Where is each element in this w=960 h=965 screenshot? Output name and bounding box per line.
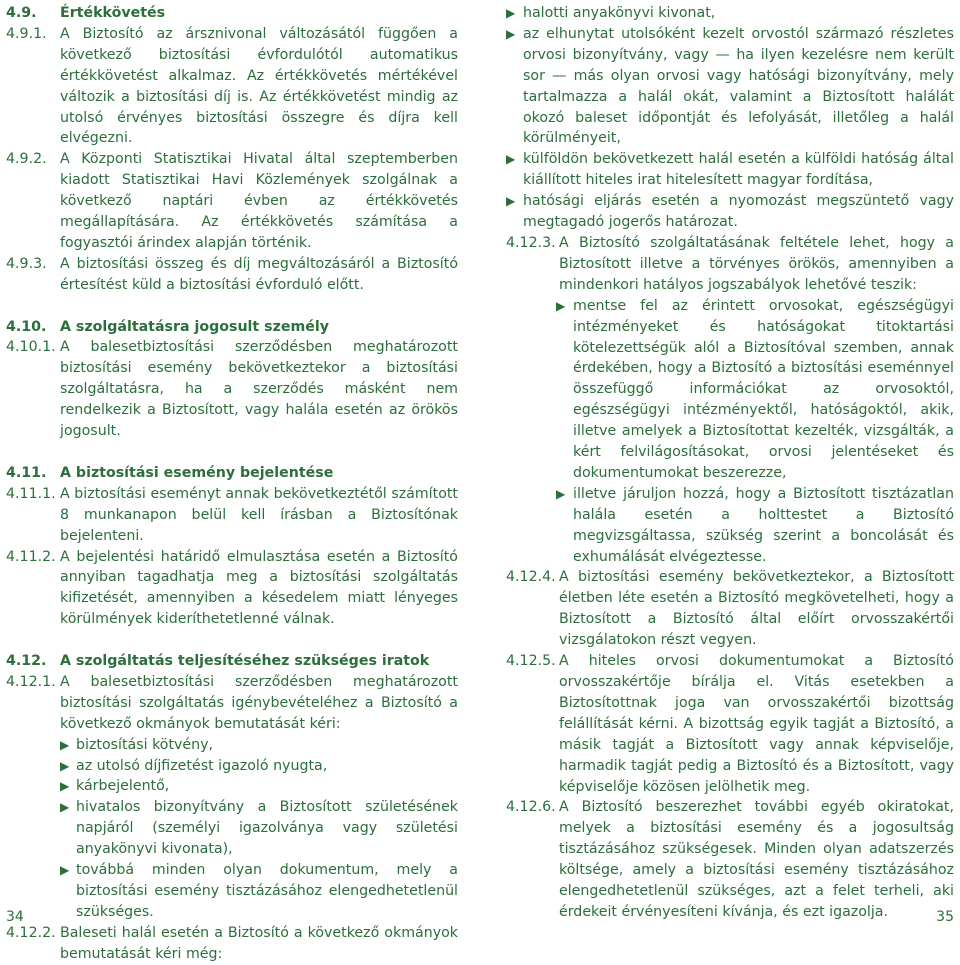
paragraph-number: 4.9.2. [6,151,47,168]
paragraph [6,254,458,296]
paragraph-text: A Biztosító szolgáltatásának feltétele lehet, hogy a Biztosított illetve a törvényes örökös, amennyiben a mindenkori hatályos jogszabályok lehetővé teszik: [559,234,954,293]
section-heading [6,651,458,672]
paragraph-number: 4.11.2. [6,548,56,565]
paragraph-text: A biztosítási eseményt annak bekövetkeztétől számított 8 munkanapon belül kell írásban a Biztosítónak bejelenteni. [60,485,458,544]
list-item [556,484,954,568]
section-heading [6,317,458,338]
paragraph-number: 4.9.3. [6,255,47,272]
paragraph [6,672,458,735]
paragraph-number: 4.12.1. [6,673,56,690]
paragraph [6,547,458,631]
paragraph-number: 4.12.5. [506,653,556,670]
list-item [506,149,954,191]
list-item [60,776,458,797]
paragraph [6,149,458,254]
section-heading [6,463,458,484]
left-column [6,3,458,965]
paragraph-number: 4.9.1. [6,25,47,42]
triangle-right-icon: ▶ [60,800,70,815]
paragraph-text: A bejelentési határidő elmulasztása esetén a Biztosító annyiban tagadhatja meg a biztosítási szolgáltatás kifizetését, amennyiben a késedelem miatt lényeges körülmények kideríthetetlenné válnak. [60,548,458,628]
section-title: A szolgáltatásra jogosult személy [60,318,329,335]
paragraph [6,337,458,442]
section-title: Értékkövetés [60,5,166,21]
paragraph [506,651,954,797]
list-item [506,3,954,24]
list-item [556,296,954,484]
section-title: A biztosítási esemény bejelentése [60,464,334,481]
paragraph-text: A Biztosító beszerezhet további egyéb okiratokat, melyek a biztosítási esemény és a jogosultság tisztázásához szükségesek. Minden olyan adatszerzés költsége, amely a biztosítási esemény tisztázásához elengedhetetlenül szükséges, azt a felet terheli, aki érdekeit érvényesíteni kívánja, és ezt igazolja. [559,799,954,920]
triangle-right-icon: ▶ [506,152,516,167]
triangle-right-icon: ▶ [556,298,566,313]
paragraph-text: Baleseti halál esetén a Biztosító a következő okmányok bemutatását kéri még: [60,924,458,962]
list-item-text: biztosítási kötvény, [76,736,214,753]
paragraph-text: A hiteles orvosi dokumentumokat a Biztosító orvosszakértője bírálja el. Vitás esetekben a Biztosítottnak joga van orvosszakértői bizottság felállítását kérni. A bizottság egyik tagját a Biztosító, a másik tagját a Biztosított vagy annak képviselője, harmadik tagját pedig a Biztosító és a Biztosított, vagy képviselője közösen jelölhetik meg. [559,653,954,795]
section-number: 4.9. [6,5,37,21]
paragraph [506,567,954,651]
paragraph [6,24,458,149]
paragraph-number: 4.11.1. [6,485,56,502]
list-item-text: továbbá minden olyan dokumentum, mely a biztosítási esemény tisztázásához elengedhetetlenül szükséges. [76,862,458,920]
page-number-right: 35 [936,909,954,925]
right-column [506,3,954,923]
list-item-text: külföldön bekövetkezett halál esetén a külföldi hatóság által kiállított hiteles irat hitelesített magyar fordítása, [523,151,954,189]
list-item-text: hatósági eljárás esetén a nyomozást megszüntető vagy megtagadó jogerős határozat. [523,193,954,231]
paragraph-number: 4.12.4. [506,569,556,586]
triangle-right-icon: ▶ [556,486,566,501]
section-number: 4.12. [6,653,47,670]
section-number: 4.11. [6,464,47,481]
section-heading [6,3,458,24]
paragraph-number: 4.12.3. [506,234,556,251]
paragraph-number: 4.12.2. [6,924,56,941]
list-item [506,191,954,233]
paragraph-text: A Biztosító az ársznivonal változásától függően a következő biztosítási évfordulótól automatikus értékkövetést alkalmaz. Az értékkövetés mértékével változik a biztosítási díj is. Az értékkövetést mindig az utolsó érvényes biztosítási összegre és díjra kell elvégezni. [60,25,458,147]
list-item-text: hivatalos bizonyítvány a Biztosított születésének napjáról (személyi igazolványa vagy születési anyakönyvi kivonata), [76,799,458,858]
paragraph-text: A balesetbiztosítási szerződésben meghatározott biztosítási szolgáltatás igénybevételéhez a Biztosító a következő okmányok bemutatását kéri: [60,673,458,732]
triangle-right-icon: ▶ [60,758,70,773]
list-item-text: illetve járuljon hozzá, hogy a Biztosított tisztázatlan halála esetén a holttestet a Biztosító megvizsgáltassa, szükség szerint a boncolását és exhumálását elvégeztesse. [573,485,954,565]
paragraph-number: 4.12.6. [506,799,556,816]
paragraph-text: A biztosítási összeg és díj megváltozásáról a Biztosító értesítést küld a biztosítási évforduló előtt. [60,255,458,293]
triangle-right-icon: ▶ [60,737,70,752]
list-item-text: mentse fel az érintett orvosokat, egészségügyi intézményeket és hatóságokat titoktartási kötelezettségük alól a Biztosítóval szemben, annak érdekében, hogy a Biztosító a biztosítási eseménnyel összefüggő információkat az orvosoktól, egészségügyi intézményektől, hatóságoktól, akik, illetve amelyek a Biztosítottat kezelték, vizsgálták, a kért felvilágosításokat, orvosi jelentéseket és dokumentumokat beszerezze, [573,297,954,481]
list-item [60,860,458,923]
triangle-right-icon: ▶ [506,6,516,20]
paragraph-text: A Központi Statisztikai Hivatal által szeptemberben kiadott Statisztikai Havi Közlemények szolgálnak a következő naptári évben az értékkövetés megállapítására. Az értékkövetés számítása a fogyasztói árindex alapján történik. [60,151,458,251]
list-item-text: az utolsó díjfizetést igazoló nyugta, [76,757,328,774]
list-item-text: kárbejelentő, [76,778,170,795]
triangle-right-icon: ▶ [60,779,70,794]
paragraph [6,923,458,965]
triangle-right-icon: ▶ [506,26,516,41]
paragraph-text: A balesetbiztosítási szerződésben meghatározott biztosítási esemény bekövetkeztekor a biztosítási szolgáltatásra, ha a szerződés másként nem rendelkezik a Biztosított, vagy halála esetén az örökös jogosult. [60,339,458,440]
paragraph-number: 4.10.1. [6,339,56,356]
list-item [60,735,458,756]
list-item-text: halotti anyakönyvi kivonat, [523,5,716,21]
section-title: A szolgáltatás teljesítéséhez szükséges iratok [60,653,430,670]
list-item [60,797,458,860]
triangle-right-icon: ▶ [506,194,516,209]
triangle-right-icon: ▶ [60,863,70,878]
paragraph-text: A biztosítási esemény bekövetkeztekor, a Biztosított életben léte esetén a Biztosító megkövetelheti, hogy a Biztosított a Biztosító által előírt orvosszakértői vizsgálatokon részt vegyen. [559,569,954,649]
list-item [506,24,954,149]
paragraph [6,484,458,547]
paragraph [506,233,954,296]
list-item-text: az elhunytat utolsóként kezelt orvostól származó részletes orvosi bizonyítvány, vagy — ha ilyen kezelésre nem került sor — más olyan orvosi vagy hatósági bizonyítvány, mely tartalmazza a halál okát, valamint a Biztosított halálát okozó baleset időpontját és lefolyását, illetőleg a halál körülményeit, [523,25,954,147]
page-number-left: 34 [6,909,24,925]
paragraph [506,797,954,922]
list-item [60,756,458,777]
section-number: 4.10. [6,318,47,335]
